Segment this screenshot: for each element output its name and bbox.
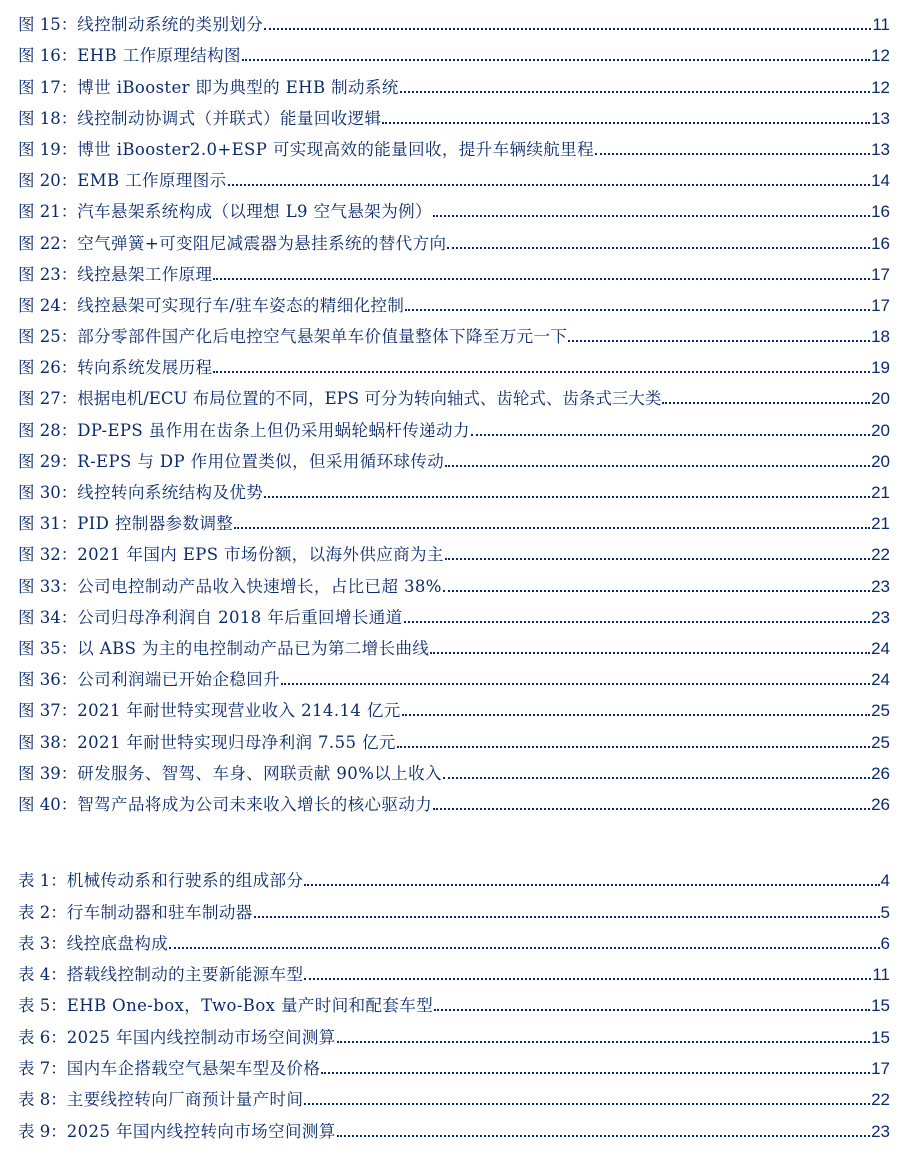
- dot-leader: [404, 621, 871, 623]
- entry-label: 图 33：: [18, 576, 78, 596]
- entry-label: 图 24：: [18, 295, 78, 315]
- entry-page: 11: [872, 15, 890, 35]
- entry-page: 25: [871, 701, 890, 721]
- entry-label: 表 6：: [18, 1027, 67, 1047]
- dot-leader: [445, 465, 870, 467]
- entry-label: 表 8：: [18, 1090, 67, 1110]
- entry-label: 图 17：: [18, 77, 78, 97]
- toc-entry-figure-28[interactable]: [18, 409, 890, 440]
- figure-list: [18, 4, 890, 815]
- toc-entry-table-8[interactable]: [18, 1079, 890, 1110]
- entry-page: 11: [872, 965, 890, 985]
- table-list: [18, 860, 890, 1142]
- entry-label: 图 29：: [18, 451, 78, 471]
- dot-leader: [337, 1135, 870, 1137]
- dot-leader: [304, 978, 871, 980]
- entry-page: 17: [871, 1059, 890, 1079]
- entry-label: 表 1：: [18, 871, 67, 891]
- toc-entry-figure-20[interactable]: [18, 160, 890, 191]
- entry-title: EHB One-box，Two-Box 量产时间和配套车型: [66, 996, 434, 1016]
- entry-label: 图 28：: [18, 420, 78, 440]
- entry-page: 13: [871, 139, 890, 159]
- entry-title: 公司电控制动产品收入快速增长，占比已超 38%: [77, 576, 442, 596]
- toc-entry-figure-30[interactable]: [18, 472, 890, 503]
- toc-entry-figure-35[interactable]: [18, 628, 890, 659]
- entry-label: 图 20：: [18, 171, 78, 191]
- toc-entry-figure-40[interactable]: [18, 784, 890, 815]
- entry-page: 16: [871, 202, 890, 222]
- entry-page: 20: [871, 389, 890, 409]
- entry-label: 表 4：: [18, 965, 67, 985]
- entry-label: 图 34：: [18, 607, 78, 627]
- dot-leader: [662, 402, 870, 404]
- entry-page: 26: [871, 763, 890, 783]
- dot-leader: [321, 1072, 870, 1074]
- toc-entry-figure-29[interactable]: [18, 441, 890, 472]
- entry-page: 16: [871, 233, 890, 253]
- toc-entry-figure-22[interactable]: [18, 222, 890, 253]
- dot-leader: [430, 652, 870, 654]
- entry-title: 机械传动系和行驶系的组成部分: [66, 871, 304, 891]
- toc-entry-figure-27[interactable]: [18, 378, 890, 409]
- entry-title: 博世 iBooster 即为典型的 EHB 制动系统: [77, 77, 399, 97]
- entry-page: 20: [871, 451, 890, 471]
- toc-entry-figure-31[interactable]: [18, 503, 890, 534]
- entry-title: 部分零部件国产化后电控空气悬架单车价值量整体下降至万元一下: [77, 327, 568, 347]
- dot-leader: [405, 309, 870, 311]
- entry-label: 图 39：: [18, 763, 78, 783]
- entry-label: 表 2：: [18, 902, 67, 922]
- entry-page: 24: [871, 670, 890, 690]
- entry-title: 线控转向系统结构及优势: [77, 483, 264, 502]
- dot-leader: [337, 1041, 870, 1043]
- entry-label: 表 5：: [18, 996, 67, 1016]
- toc-entry-table-9[interactable]: [18, 1110, 890, 1141]
- entry-title: 公司归母净利润自 2018 年后重回增长通道: [77, 607, 403, 627]
- entry-title: 以 ABS 为主的电控制动产品已为第二增长曲线: [77, 638, 430, 658]
- entry-page: 23: [871, 1121, 890, 1141]
- entry-page: 21: [871, 483, 890, 502]
- entry-label: 表 7：: [18, 1059, 67, 1079]
- entry-title: 国内车企搭载空气悬架车型及价格: [66, 1059, 321, 1079]
- dot-leader: [213, 371, 870, 373]
- entry-label: 图 32：: [18, 545, 78, 565]
- entry-page: 23: [871, 576, 890, 596]
- entry-label: 图 38：: [18, 732, 78, 752]
- dot-leader: [443, 590, 870, 592]
- entry-page: 22: [871, 1090, 890, 1110]
- entry-page: 5: [880, 902, 890, 922]
- toc-entry-figure-24[interactable]: [18, 285, 890, 316]
- dot-leader: [242, 59, 870, 61]
- entry-title: DP-EPS 虽作用在齿条上但仍采用蜗轮蜗杆传递动力: [77, 420, 470, 440]
- dot-leader: [434, 1009, 870, 1011]
- entry-label: 图 21：: [18, 202, 78, 222]
- dot-leader: [304, 1103, 870, 1105]
- entry-page: 12: [871, 46, 890, 66]
- toc-entry-figure-34[interactable]: [18, 597, 890, 628]
- entry-title: 线控制动系统的类别划分: [77, 15, 264, 35]
- entry-page: 21: [871, 514, 890, 534]
- entry-title: R-EPS 与 DP 作用位置类似，但采用循环球传动: [77, 451, 445, 471]
- toc-entry-figure-25[interactable]: [18, 316, 890, 347]
- entry-label: 图 35：: [18, 638, 78, 658]
- toc-entry-table-5[interactable]: [18, 985, 890, 1016]
- dot-leader: [433, 808, 870, 810]
- entry-title: 根据电机/ECU 布局位置的不同，EPS 可分为转向轴式、齿轮式、齿条式三大类: [77, 389, 662, 409]
- entry-page: 25: [871, 732, 890, 752]
- dot-leader: [169, 947, 879, 949]
- entry-title: EHB 工作原理结构图: [77, 46, 241, 66]
- dot-leader: [400, 91, 870, 93]
- entry-title: 2025 年国内线控制动市场空间测算: [66, 1027, 336, 1047]
- toc-entry-table-3[interactable]: [18, 923, 890, 954]
- toc-entry-figure-37[interactable]: [18, 690, 890, 721]
- entry-page: 14: [871, 171, 890, 191]
- dot-leader: [281, 683, 870, 685]
- toc-entry-figure-15[interactable]: [18, 4, 890, 35]
- entry-title: 空气弹簧+可变阻尼减震器为悬挂系统的替代方向: [77, 233, 447, 253]
- entry-title: 研发服务、智驾、车身、网联贡献 90%以上收入: [77, 763, 442, 783]
- dot-leader: [595, 153, 870, 155]
- entry-label: 图 31：: [18, 514, 78, 534]
- entry-page: 23: [871, 607, 890, 627]
- entry-title: 2025 年国内线控转向市场空间测算: [66, 1121, 336, 1141]
- entry-label: 表 9：: [18, 1121, 67, 1141]
- entry-page: 17: [871, 295, 890, 315]
- dot-leader: [471, 434, 870, 436]
- toc-entry-table-6[interactable]: [18, 1016, 890, 1047]
- entry-page: 15: [871, 1027, 890, 1047]
- entry-title: 2021 年耐世特实现营业收入 214.14 亿元: [77, 701, 401, 721]
- entry-page: 17: [871, 264, 890, 284]
- toc-entry-figure-36[interactable]: [18, 659, 890, 690]
- toc-entry-figure-32[interactable]: [18, 534, 890, 565]
- entry-title: EMB 工作原理图示: [77, 171, 227, 191]
- entry-label: 图 18：: [18, 108, 78, 128]
- entry-label: 图 19：: [18, 139, 78, 159]
- toc-entry-table-7[interactable]: [18, 1048, 890, 1079]
- toc-entry-figure-21[interactable]: [18, 191, 890, 222]
- entry-page: 22: [871, 545, 890, 565]
- entry-page: 20: [871, 420, 890, 440]
- toc-entry-figure-18[interactable]: [18, 98, 890, 129]
- entry-label: 图 36：: [18, 670, 78, 690]
- dot-leader: [264, 496, 870, 498]
- entry-title: 2021 年耐世特实现归母净利润 7.55 亿元: [77, 732, 396, 752]
- entry-label: 图 15：: [18, 15, 78, 35]
- entry-label: 图 25：: [18, 327, 78, 347]
- entry-page: 18: [871, 327, 890, 347]
- entry-page: 4: [880, 871, 890, 891]
- entry-label: 图 40：: [18, 794, 78, 814]
- toc-entry-figure-19[interactable]: [18, 129, 890, 160]
- dot-leader: [445, 558, 870, 560]
- entry-title: 2021 年国内 EPS 市场份额，以海外供应商为主: [77, 545, 444, 565]
- entry-label: 图 22：: [18, 233, 78, 253]
- entry-title: 线控制动协调式（并联式）能量回收逻辑: [77, 108, 382, 128]
- dot-leader: [213, 278, 870, 280]
- entry-label: 图 23：: [18, 264, 78, 284]
- entry-page: 26: [871, 794, 890, 814]
- dot-leader: [433, 215, 870, 217]
- entry-page: 24: [871, 638, 890, 658]
- entry-title: 汽车悬架系统构成（以理想 L9 空气悬架为例）: [77, 202, 432, 222]
- dot-leader: [254, 916, 880, 918]
- dot-leader: [264, 28, 871, 30]
- toc-entry-figure-17[interactable]: [18, 66, 890, 97]
- entry-label: 图 26：: [18, 358, 78, 378]
- entry-title: 线控悬架工作原理: [77, 264, 213, 284]
- dot-leader: [447, 247, 870, 249]
- dot-leader: [382, 122, 870, 124]
- toc-entry-figure-23[interactable]: [18, 254, 890, 285]
- dot-leader: [397, 746, 870, 748]
- entry-label: 表 3：: [18, 933, 67, 953]
- entry-title: 转向系统发展历程: [77, 358, 213, 378]
- entry-label: 图 27：: [18, 389, 78, 409]
- entry-page: 19: [871, 358, 890, 378]
- dot-leader: [304, 884, 879, 886]
- toc-entry-figure-16[interactable]: [18, 35, 890, 66]
- entry-page: 6: [880, 933, 890, 953]
- entry-title: 公司利润端已开始企稳回升: [77, 670, 281, 690]
- entry-page: 15: [871, 996, 890, 1016]
- entry-label: 图 30：: [18, 483, 78, 502]
- toc-entry-figure-33[interactable]: [18, 565, 890, 596]
- entry-title: 搭载线控制动的主要新能源车型: [66, 965, 304, 985]
- entry-title: 线控底盘构成: [66, 933, 169, 953]
- entry-label: 图 16：: [18, 46, 78, 66]
- entry-label: 图 37：: [18, 701, 78, 721]
- entry-title: 线控悬架可实现行车/驻车姿态的精细化控制: [77, 295, 405, 315]
- toc-entry-figure-39[interactable]: [18, 753, 890, 784]
- entry-title: 博世 iBooster2.0+ESP 可实现高效的能量回收，提升车辆续航里程: [77, 139, 594, 159]
- toc-entry-figure-26[interactable]: [18, 347, 890, 378]
- toc-entry-figure-38[interactable]: [18, 721, 890, 752]
- entry-title: 行车制动器和驻车制动器: [66, 902, 253, 922]
- toc-entry-table-4[interactable]: [18, 954, 890, 985]
- dot-leader: [234, 527, 870, 529]
- entry-title: 智驾产品将成为公司未来收入增长的核心驱动力: [77, 794, 433, 814]
- toc-entry-table-1[interactable]: [18, 860, 890, 891]
- entry-title: PID 控制器参数调整: [77, 514, 234, 534]
- entry-title: 主要线控转向厂商预计量产时间: [66, 1090, 304, 1110]
- toc-entry-table-2[interactable]: [18, 891, 890, 922]
- entry-page: 12: [871, 77, 890, 97]
- dot-leader: [228, 184, 871, 186]
- dot-leader: [402, 714, 870, 716]
- dot-leader: [568, 340, 870, 342]
- dot-leader: [443, 777, 870, 779]
- entry-page: 13: [871, 108, 890, 128]
